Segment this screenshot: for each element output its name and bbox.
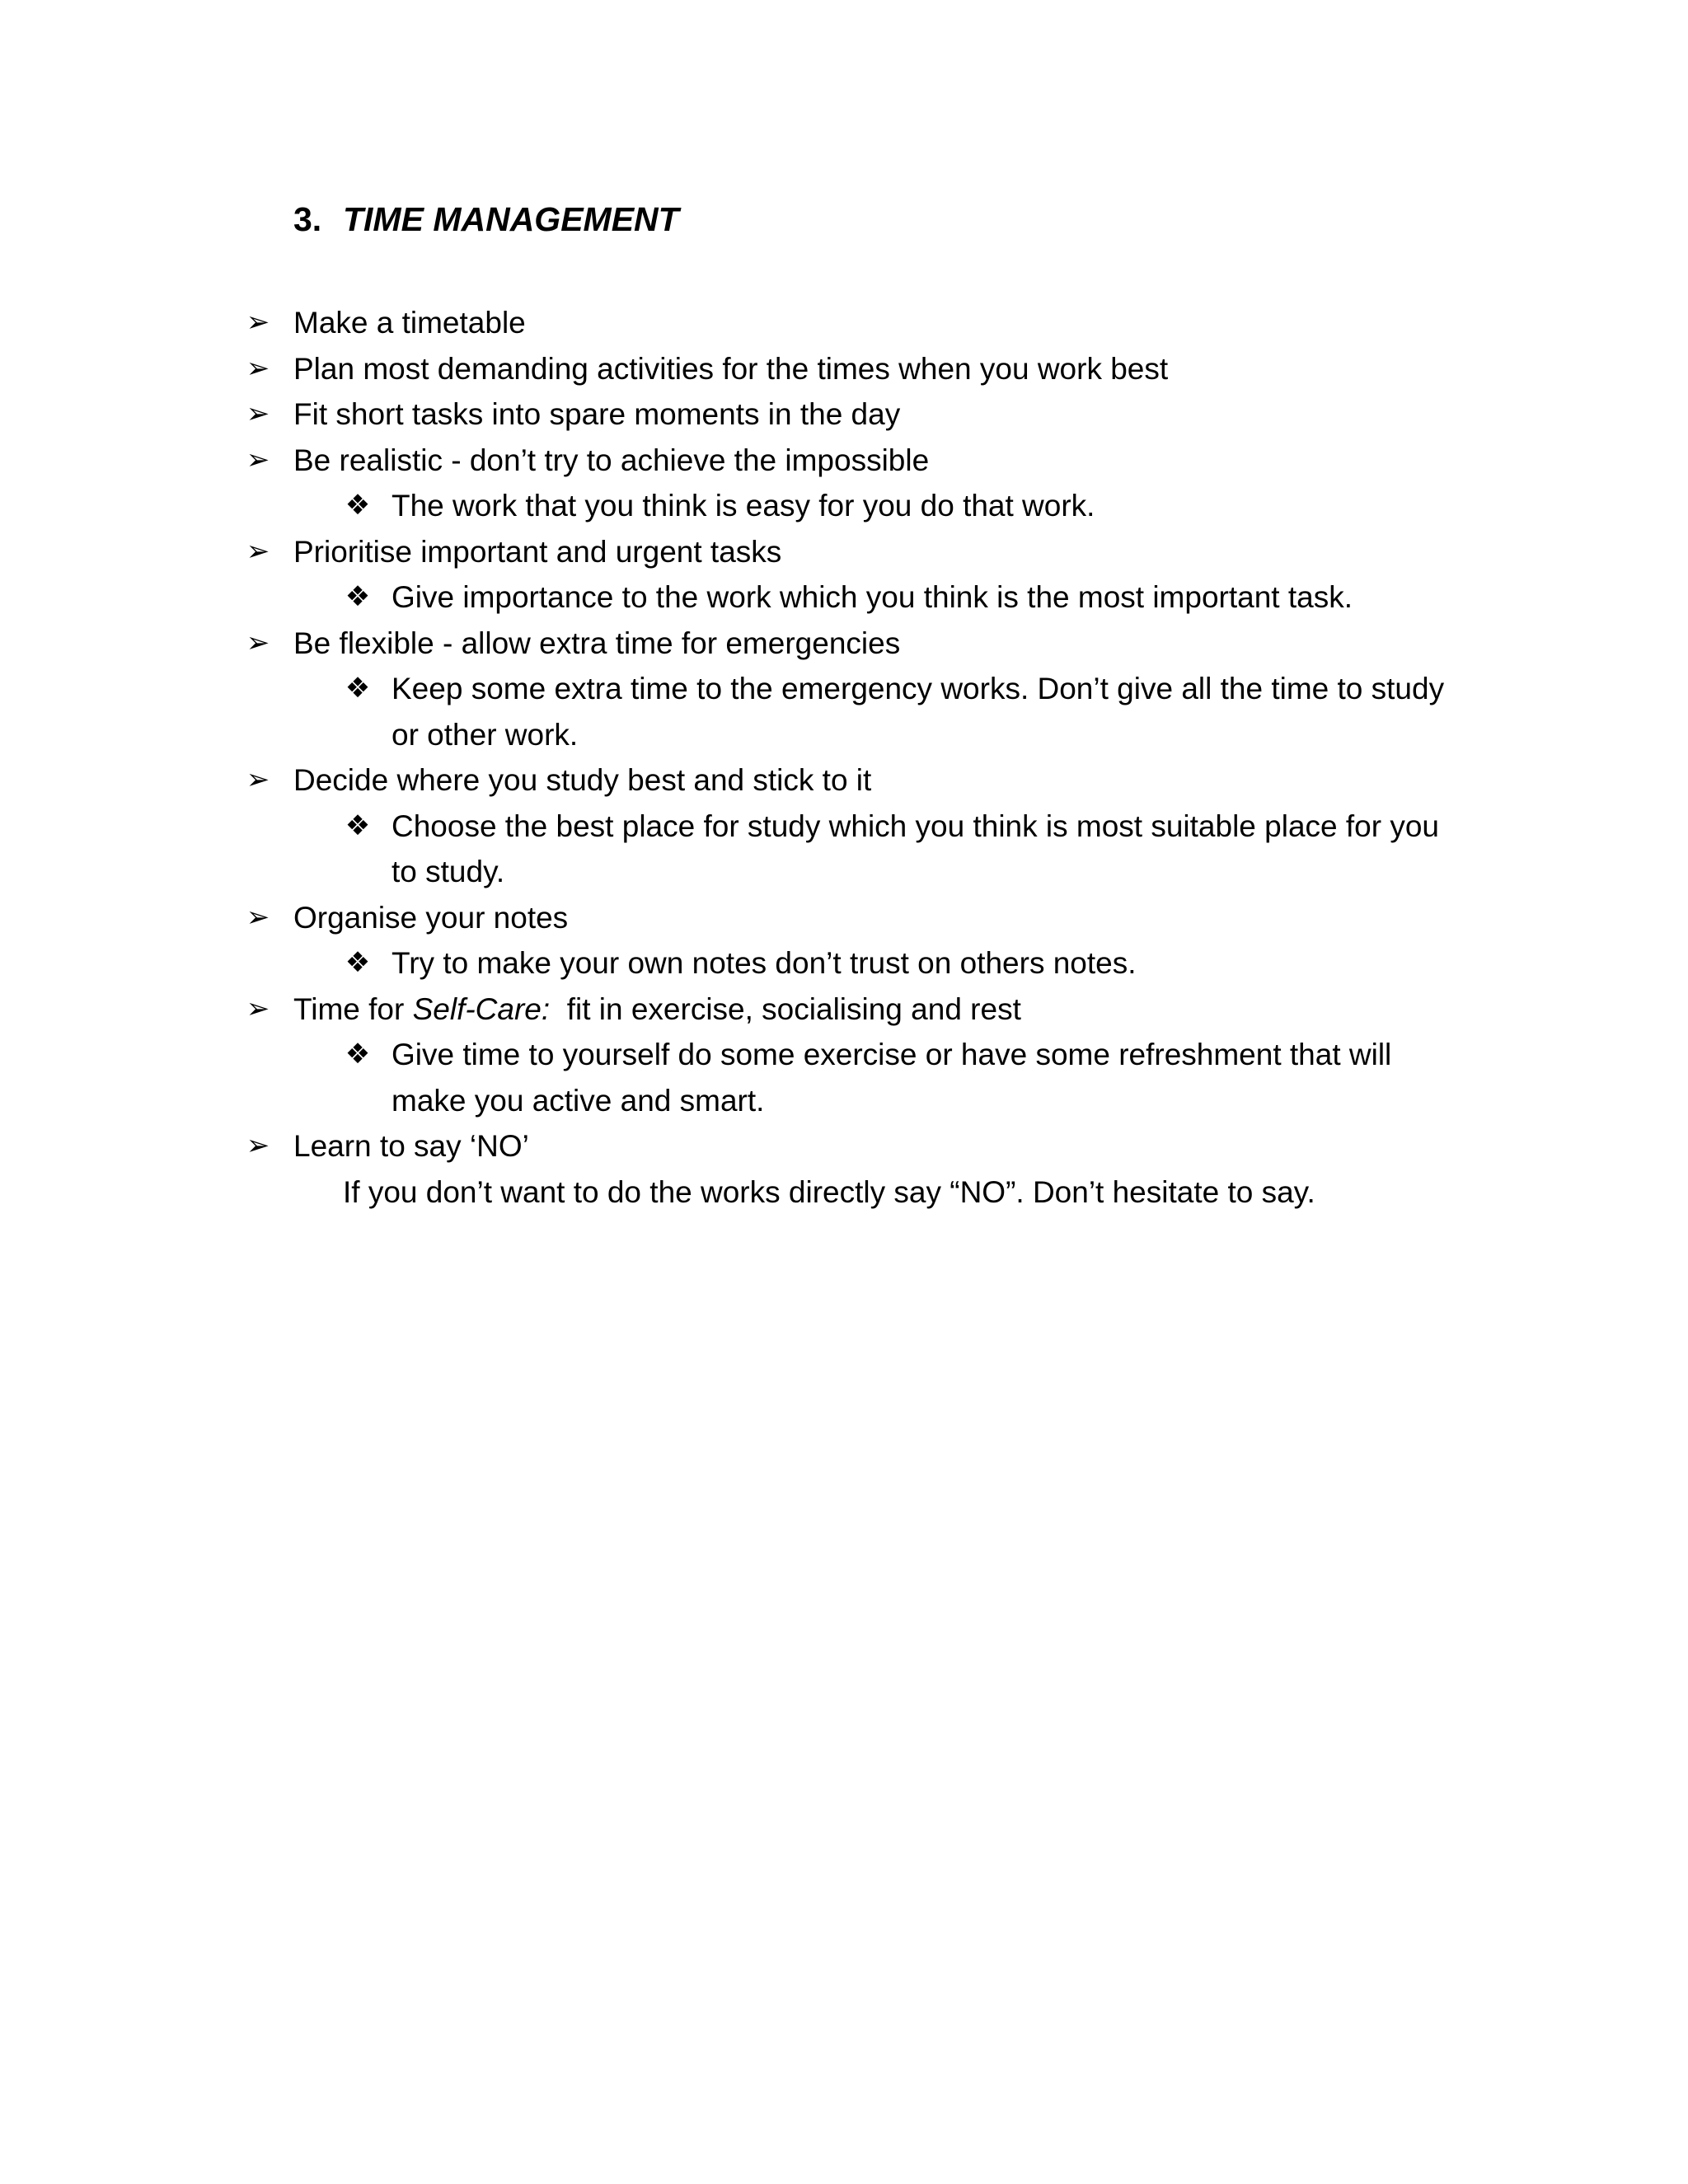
tips-list: [0, 300, 1688, 1215]
arrowhead-icon: ➢: [246, 535, 270, 567]
sub-list-item: [0, 804, 1688, 895]
sub-list-item: [0, 483, 1688, 529]
list-item-text: [293, 987, 1021, 1033]
list-item: [0, 346, 1688, 392]
list-item: [0, 300, 1688, 346]
list-item-text: Fit short tasks into spare moments in the day: [293, 397, 901, 431]
sub-list-item-text: Keep some extra time to the emergency works. Don’t give all the time to study or other work.: [392, 672, 1445, 752]
four-diamond-icon: ❖: [345, 581, 371, 612]
four-diamond-icon: ❖: [345, 1038, 371, 1070]
list-item: [0, 987, 1688, 1033]
arrowhead-icon: ➢: [246, 307, 270, 338]
arrowhead-icon: ➢: [246, 398, 270, 429]
list-item-text: Decide where you study best and stick to it: [293, 763, 872, 797]
list-item-text: Learn to say ‘NO’: [293, 1129, 529, 1163]
list-item-note: [0, 1169, 1688, 1216]
sub-list-item-text: The work that you think is easy for you do that work.: [392, 489, 1095, 523]
sub-list-item-text: Choose the best place for study which you think is most suitable place for you to study.: [392, 808, 1440, 888]
list-item: [0, 1123, 1688, 1169]
four-diamond-icon: ❖: [345, 947, 371, 978]
arrowhead-icon: ➢: [246, 901, 270, 933]
sub-list-item: [0, 574, 1688, 621]
arrowhead-icon: ➢: [246, 1130, 270, 1161]
list-item-text-suffix: fit in exercise, socialising and rest: [550, 991, 1021, 1026]
list-item-note-text: If you don’t want to do the works directly say “NO”. Don’t hesitate to say.: [343, 1174, 1315, 1209]
section-title: TIME MANAGEMENT: [343, 200, 679, 238]
list-item-text: Be realistic - don’t try to achieve the impossible: [293, 443, 930, 477]
list-item-text: Plan most demanding activities for the times when you work best: [293, 351, 1169, 386]
list-item: [0, 529, 1688, 575]
sub-list-item: [0, 1032, 1688, 1123]
list-item-text: Make a timetable: [293, 306, 526, 340]
section-number: 3.: [293, 200, 322, 238]
arrowhead-icon: ➢: [246, 764, 270, 795]
list-item: [0, 621, 1688, 667]
list-item: [0, 391, 1688, 438]
list-item-text: Be flexible - allow extra time for emergencies: [293, 626, 901, 660]
four-diamond-icon: ❖: [345, 673, 371, 704]
list-item-text-prefix: Time for: [293, 991, 413, 1026]
sub-list-item-text: Try to make your own notes don’t trust on others notes.: [392, 946, 1137, 980]
four-diamond-icon: ❖: [345, 490, 371, 521]
sub-list-item: [0, 666, 1688, 757]
list-item: [0, 895, 1688, 941]
self-care-emphasis: Self-Care:: [412, 991, 551, 1026]
list-item: [0, 757, 1688, 804]
four-diamond-icon: ❖: [345, 809, 371, 841]
arrowhead-icon: ➢: [246, 443, 270, 476]
list-item: [0, 438, 1688, 484]
sub-list-item-text: Give time to yourself do some exercise or have some refreshment that will make you active and smart.: [392, 1038, 1392, 1118]
arrowhead-icon: ➢: [246, 992, 270, 1024]
sub-list-item-text: Give importance to the work which you think is the most important task.: [392, 580, 1353, 614]
arrowhead-icon: ➢: [246, 352, 270, 384]
arrowhead-icon: ➢: [246, 626, 270, 658]
sub-list-item: [0, 940, 1688, 987]
list-item-text: Organise your notes: [293, 900, 569, 935]
section-heading: [293, 194, 679, 244]
list-item-text: Prioritise important and urgent tasks: [293, 534, 782, 569]
